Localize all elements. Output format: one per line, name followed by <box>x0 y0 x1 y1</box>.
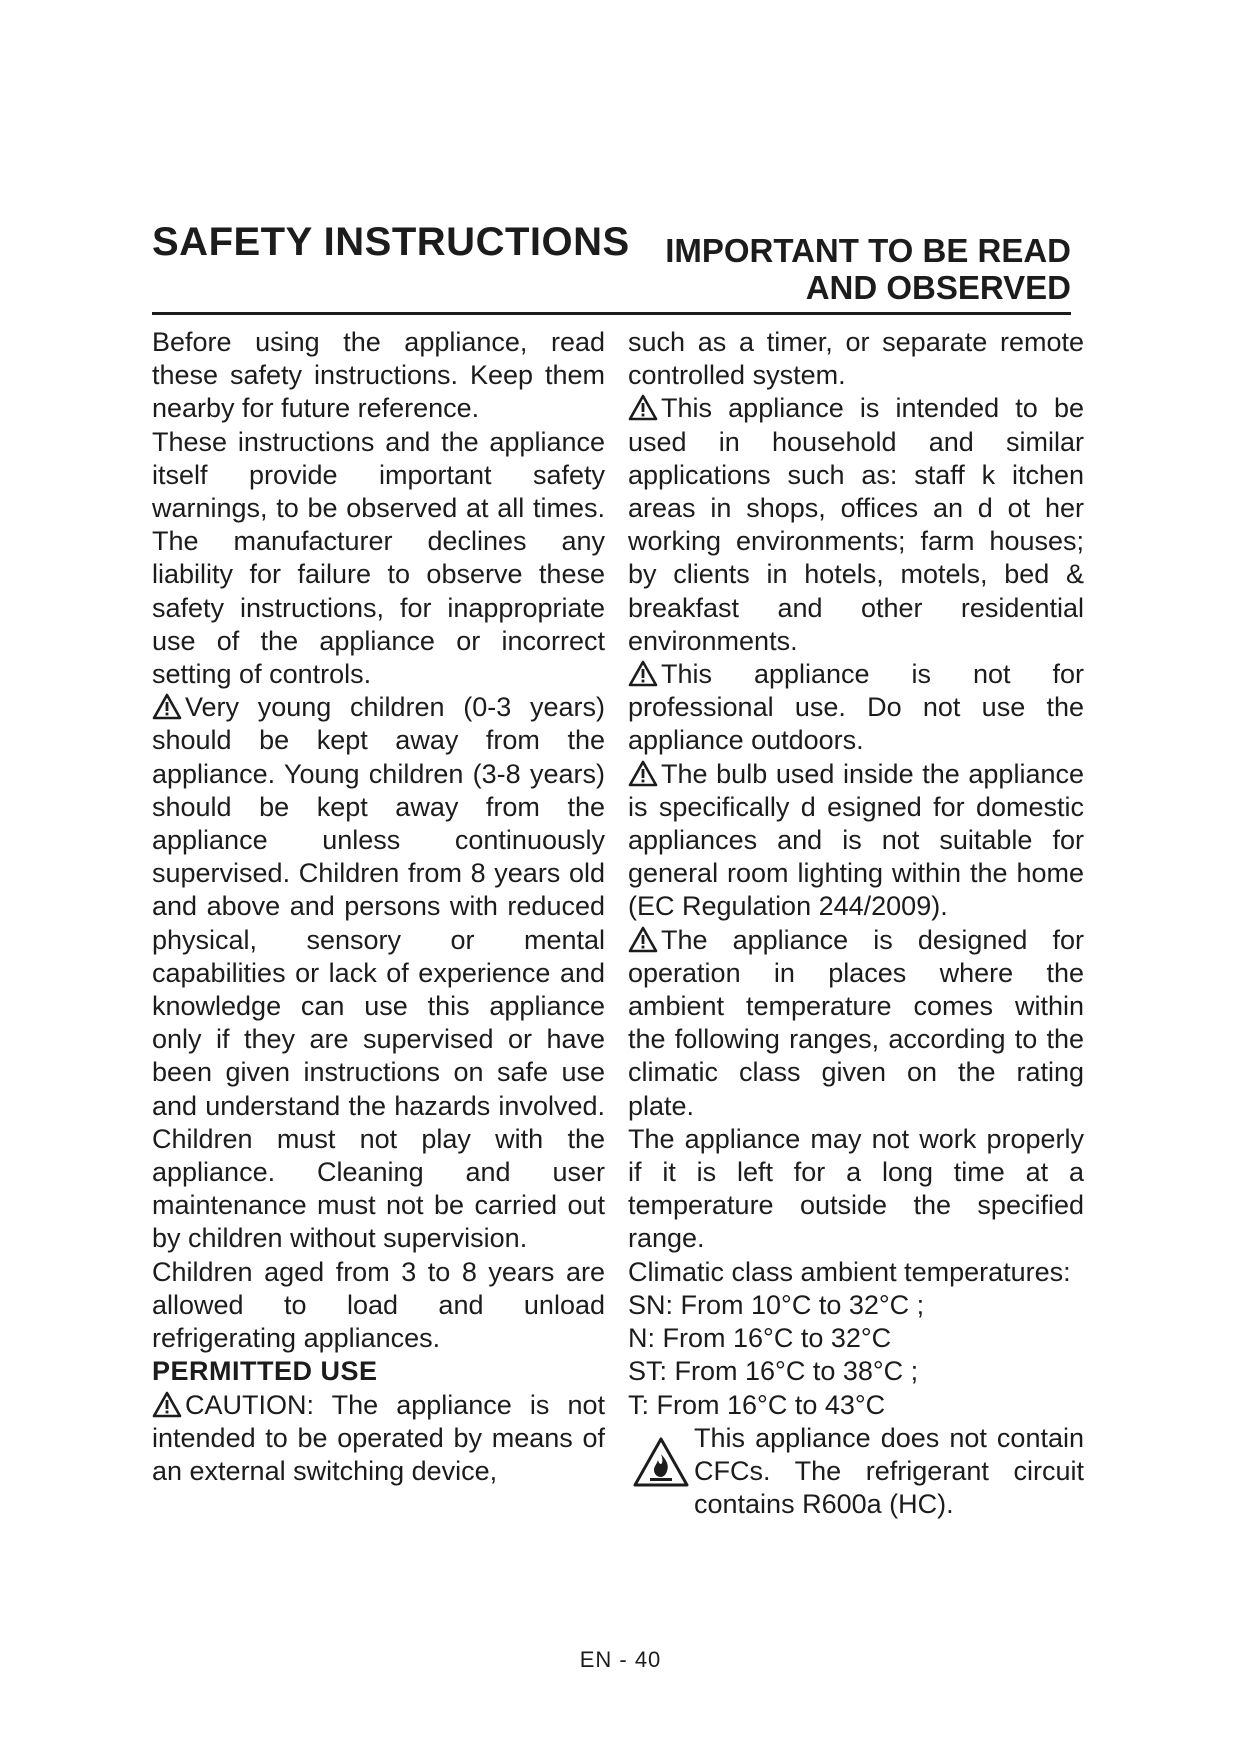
climate-line: T: From 16°C to 43°C <box>628 1389 886 1420</box>
warning-triangle-icon <box>628 760 658 787</box>
warning-triangle-icon <box>628 660 658 687</box>
paragraph-outside-range: The appliance may not work properly if it is left for a long time at a temperature outside the specified range. <box>628 1123 1084 1254</box>
warning-triangle-icon <box>628 926 658 953</box>
paragraph-timer-continued: such as a timer, or separate remote controlled system. <box>628 327 1084 391</box>
bulb-text: The bulb used inside the appliance is specifically d esigned for domestic appliances and is not suitable for general room lighting within the home (EC Regulation 244/2009). <box>628 758 1084 922</box>
left-column <box>152 326 605 1488</box>
warning-triangle-icon <box>152 693 182 720</box>
not-professional-text: This appliance is not for professional use. Do not use the appliance outdoors. <box>628 659 1084 756</box>
caution-switching-text: CAUTION: The appliance is not intended to be operated by means of an external switching device, <box>152 1389 605 1486</box>
paragraph-climatic-class: Climatic class ambient temperatures: <box>628 1256 1071 1287</box>
paragraph-not-professional <box>628 658 1084 758</box>
paragraph-read-instructions: Before using the appliance, read these safety instructions. Keep them nearby for future reference. <box>152 327 605 424</box>
subtitle-line-2: AND OBSERVED <box>805 269 1071 306</box>
page-subtitle <box>665 232 1071 306</box>
climate-line: SN: From 10°C to 32°C ; <box>628 1289 925 1320</box>
title-rule <box>152 312 1071 315</box>
page-title: SAFETY INSTRUCTIONS <box>152 220 630 264</box>
paragraph-ambient-temperature <box>628 924 1084 1123</box>
right-column <box>628 326 1084 1521</box>
cfc-text: This appliance does not contain CFCs. The refrigerant circuit contains R600a (HC). <box>694 1422 1084 1520</box>
paragraph-household-use <box>628 392 1084 658</box>
warning-triangle-icon <box>628 394 658 421</box>
household-use-text: This appliance is intended to be used in household and similar applications such as: staff k itchen areas in shops, offices an d ot her working environments; farm houses; by clients in hotels, motels, bed & breakfast and other residential environments. <box>628 393 1084 656</box>
children-warning-text: Very young children (0-3 years) should be kept away from the appliance. Young children (3-8 years) should be kept away from the appliance unless continuously supervised. Children from 8 years old and above and persons with reduced physical, sensory or mental capabilities or lack of experience and knowledge can use this appliance only if they are supervised or have been given instructions on safe use and understand the hazards involved. Children must not play with the appliance. Cleaning and user maintenance must not be carried out by children without supervision. <box>152 692 605 1254</box>
paragraph-liability: These instructions and the appliance itself provide important safety warnings, to be observed at all times. The manufacturer declines any liability for failure to observe these safety instructions, for inappropriate use of the appliance or incorrect setting of controls. <box>152 426 605 690</box>
page-number: EN - 40 <box>579 1647 662 1672</box>
subtitle-line-1: IMPORTANT TO BE READ <box>665 232 1071 269</box>
climate-line: ST: From 16°C to 38°C ; <box>628 1356 919 1387</box>
warning-triangle-icon <box>152 1391 182 1418</box>
paragraph-children-warning <box>152 691 605 1255</box>
paragraph-caution-switching <box>152 1389 605 1489</box>
ambient-temperature-text: The appliance is designed for operation in places where the ambient temperature comes within the following ranges, according to the climatic class given on the rating plate. <box>628 924 1084 1121</box>
climate-line: N: From 16°C to 32°C <box>628 1323 892 1354</box>
paragraph-children-loading: Children aged from 3 to 8 years are allowed to load and unload refrigerating appliances. <box>152 1256 605 1354</box>
paragraph-bulb <box>628 758 1084 924</box>
permitted-use-heading: PERMITTED USE <box>152 1356 378 1387</box>
cfc-notice <box>628 1422 1084 1522</box>
flammable-warning-icon <box>628 1436 694 1488</box>
